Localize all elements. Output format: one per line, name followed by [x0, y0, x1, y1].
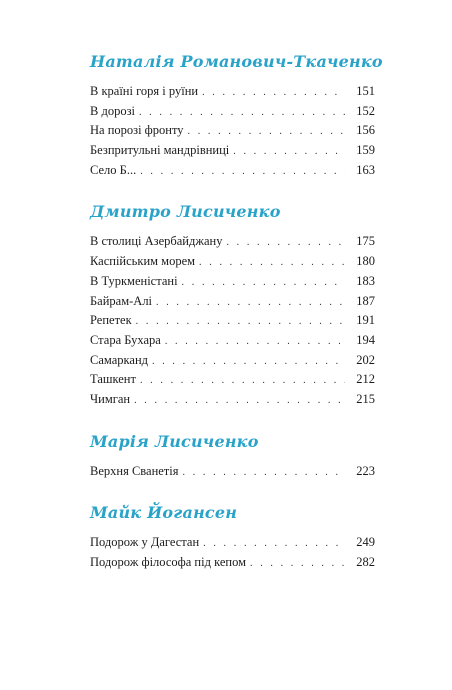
- toc-entry-page: 163: [356, 162, 375, 177]
- toc-leader-dots: [182, 273, 345, 293]
- toc-entry[interactable]: [90, 311, 375, 331]
- toc-entry-page: 180: [356, 254, 375, 269]
- toc-entry[interactable]: [90, 232, 375, 252]
- toc-entry-title: Чимган: [90, 391, 131, 406]
- toc-leader-dots: [136, 312, 345, 332]
- toc-entry[interactable]: [90, 331, 375, 351]
- toc-section-dmytro-lysychenko: [90, 202, 375, 409]
- author-heading: Майк Йогансен: [90, 503, 238, 523]
- toc-entry[interactable]: [90, 82, 375, 102]
- table-of-contents: [90, 52, 383, 595]
- toc-entry-page: 202: [356, 352, 375, 367]
- toc-leader-dots: [199, 253, 345, 273]
- toc-entry-page: 156: [356, 123, 375, 138]
- toc-leader-dots: [134, 391, 345, 411]
- toc-leader-dots: [165, 332, 345, 352]
- toc-entry-title: Подорож філософа під кепом: [90, 555, 246, 569]
- toc-entry-page: 187: [356, 293, 375, 308]
- toc-leader-dots: [226, 233, 345, 253]
- toc-entry[interactable]: [90, 351, 375, 371]
- toc-leader-dots: [156, 293, 345, 313]
- toc-entry-page: 223: [356, 463, 375, 478]
- toc-entry[interactable]: [90, 141, 375, 161]
- toc-entry-title: В дорозі: [90, 103, 135, 118]
- toc-entry-title: На порозі фронту: [90, 123, 184, 138]
- toc-leader-dots: [250, 554, 345, 574]
- toc-section-mariia-lysychenko: [90, 432, 375, 482]
- toc-entry-title: В країні горя і руїни: [90, 84, 199, 98]
- author-heading: Дмитро Лисиченко: [90, 202, 281, 222]
- toc-entry-title: В Туркменістані: [90, 273, 178, 288]
- toc-leader-dots: [183, 463, 346, 483]
- toc-entry-page: 175: [356, 234, 375, 249]
- toc-leader-dots: [202, 83, 345, 103]
- toc-leader-dots: [140, 162, 345, 182]
- toc-entry-page: 215: [356, 391, 375, 406]
- toc-entry-title: Самарканд: [90, 352, 148, 367]
- toc-entry-title: Село Б...: [90, 162, 137, 177]
- toc-entry-page: 152: [356, 103, 375, 118]
- toc-entry-title: В столиці Азербайджану: [90, 234, 223, 249]
- toc-leader-dots: [139, 103, 345, 123]
- toc-entry[interactable]: [90, 121, 375, 141]
- toc-entry[interactable]: [90, 462, 375, 482]
- toc-entry-title: Подорож у Дагестан: [90, 535, 200, 550]
- toc-entry-page: 151: [356, 84, 375, 98]
- toc-section-maik-yohansen: [90, 503, 375, 572]
- toc-entry[interactable]: [90, 102, 375, 122]
- toc-entry-title: Байрам-Алі: [90, 293, 153, 308]
- toc-entry[interactable]: [90, 533, 375, 553]
- toc-leader-dots: [233, 142, 345, 162]
- author-heading: Марія Лисиченко: [90, 431, 259, 451]
- toc-entry-title: Каспійським морем: [90, 254, 196, 269]
- toc-entry-title: Ташкент: [90, 372, 136, 387]
- toc-entry-title: Верхня Сванетія: [90, 463, 179, 478]
- toc-leader-dots: [140, 371, 345, 391]
- toc-entry-title: Стара Бухара: [90, 332, 161, 347]
- toc-entry[interactable]: [90, 272, 375, 292]
- toc-entry-page: 191: [356, 313, 375, 328]
- author-heading: Наталія Романович-Ткаченко: [90, 52, 383, 71]
- toc-entry[interactable]: [90, 553, 375, 573]
- toc-entry-page: 212: [356, 372, 375, 387]
- toc-leader-dots: [203, 534, 345, 554]
- toc-entry[interactable]: [90, 252, 375, 272]
- toc-entry-title: Безпритульні мандрівниці: [90, 143, 230, 158]
- toc-leader-dots: [188, 122, 345, 142]
- toc-entry-page: 159: [356, 143, 375, 158]
- toc-section-romanovych-tkachenko: [90, 52, 383, 180]
- toc-entry-page: 183: [356, 273, 375, 288]
- toc-entry[interactable]: [90, 370, 375, 390]
- toc-entry-page: 194: [356, 332, 375, 347]
- toc-entry[interactable]: [90, 161, 375, 181]
- toc-entry-title: Репетек: [90, 313, 132, 328]
- toc-leader-dots: [152, 352, 345, 372]
- toc-entry[interactable]: [90, 390, 375, 410]
- toc-entry-page: 282: [356, 555, 375, 569]
- toc-entry[interactable]: [90, 292, 375, 312]
- toc-entry-page: 249: [356, 535, 375, 550]
